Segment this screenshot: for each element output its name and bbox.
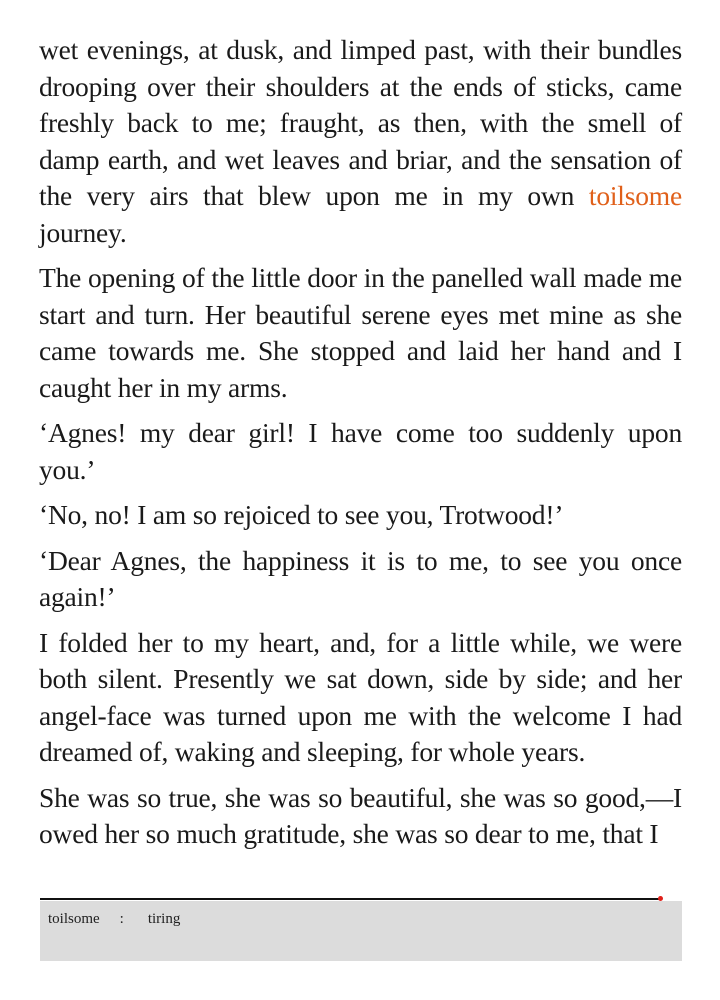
glossary-entry (48, 911, 180, 928)
paragraph: I folded her to my heart, and, for a little while, we were both silent. Presently we sat down, side by side; and her angel-face was turned upon me with the welcome I had dreamed of, waking and sleeping, for whole years. (39, 626, 682, 767)
paragraph: She was so true, she was so beautiful, she was so good,—I owed her so much gratitude, she was so dear to me, that I (39, 781, 682, 849)
highlighted-word-toilsome[interactable]: toilsome (588, 180, 682, 211)
glossary-definition: tiring (147, 911, 181, 927)
paragraph (39, 32, 682, 251)
paragraph: ‘Agnes! my dear girl! I have come too suddenly upon you.’ (39, 417, 682, 485)
paragraph-text: wet evenings, at dusk, and limped past, with their bundles drooping over their shoulders at the ends of sticks, came freshly back to me; fraught, as then, with the smell of damp earth, and wet leaves and briar, and the sensation of the very airs that blew upon me in my own (39, 34, 682, 211)
paragraph-text: journey. (39, 216, 127, 248)
paragraph: ‘No, no! I am so rejoiced to see you, Trotwood!’ (39, 499, 564, 530)
glossary-separator: : (119, 911, 124, 927)
footnote-divider (40, 898, 660, 900)
paragraph: ‘Dear Agnes, the happiness it is to me, to see you once again!’ (39, 544, 682, 612)
glossary-footnote (40, 901, 682, 961)
page-body-text (39, 32, 682, 862)
paragraph: The opening of the little door in the panelled wall made me start and turn. Her beautiful serene eyes met mine as she came towards me. She stopped and laid her hand and I caught her in my arms. (39, 262, 682, 403)
glossary-term: toilsome (48, 911, 100, 927)
